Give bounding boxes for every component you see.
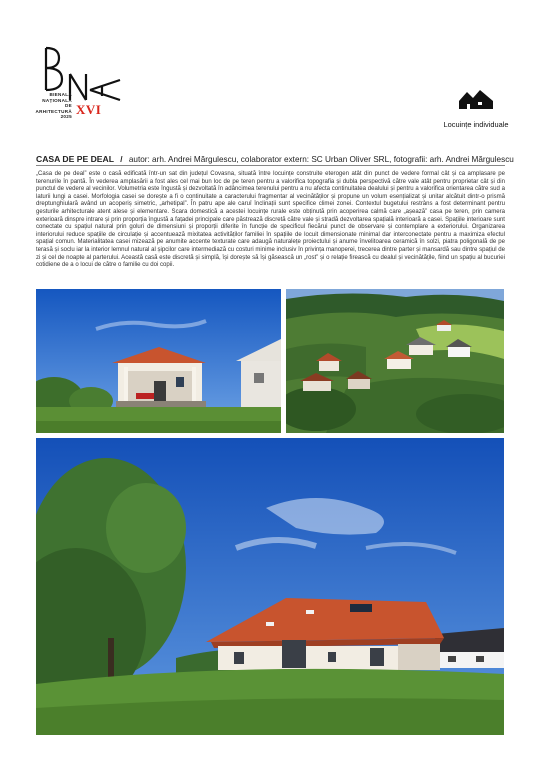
logo-subtitle-line: NAȚIONALĂ [42,97,72,103]
category-label: Locuințe individuale [443,120,509,129]
project-title: CASA DE PE DEAL [36,154,114,164]
logo-subtitle-line: ARHITECTURĂ [35,108,72,114]
project-header [36,154,514,164]
logo-subtitle [32,92,72,120]
edition-number: XVI [76,102,102,117]
photo-front-terrace [36,289,281,433]
project-credits: autor: arh. Andrei Mărgulescu, colaborator extern: SC Urban Oliver SRL, fotografii: arh. Andrei Mărgulescu [128,155,514,164]
photo-house-on-hill [36,438,504,735]
logo-subtitle-line: 2025 [60,114,72,120]
title-separator: / [120,155,123,164]
logo-subtitle-line: BIENALA [49,92,72,97]
bna-logo [32,44,122,140]
photo-aerial-village [286,289,504,433]
logo-subtitle-line: DE [65,103,72,109]
project-description: „Casa de pe deal” este o casă edificată într-un sat din județul Covasna, situată între locuințe construite eterogen atât din punct de vedere formal cât și ca amplasare pe terenurile în pantă. În vederea amplasării a fost ales cel mai bun loc de pe teren pentru a valorifica topografia și dubla perspectivă către vale atât pentru proprietar cât și din punctul de vedere al vecinilor. Volumetria este îngustă și dezvoltată în adâncimea terenului pentru a nu afecta continuitatea dealului și pentru a valorifica orientarea către sud a laturii lungi a casei. Morfologia casei se dorește a fi o continuitate a caracterului fragmentar al vecinătăților și propune un volum esențializat și unitar alcătuit dintr-o prismă dreptunghiulară având un acoperiș simetric, „arhetipal”. În patru ape ale caruî înclinații sunt specifice climei zonei. Contextul bugetului restrâns a fost determinant pentru gesturile arhitecturale atent alese și elementare. Scara domestică a acestei locuințe rurale este obținută prin acoperirea calmă care „așează” casa pe teren, prin camera exterioară dinspre intrare și prin proporția îngustă a fațadei principale care păstrează discretă către vale și stradă dezvoltarea spațială interioară a casei. Spațiile interioare sunt conectate cu spațiul natural prin goluri de dimensiuni și proporții diferite în funcție de specificul fiecărui punct de observare și contemplare a exteriorului. Organizarea interiorului reduce spațiile de circulație și accentuează mixitatea activităților familiei în spațiile de locuit dimensionate minimal dar interconectate pentru a maximiza efectul spațial comun. Materialitatea casei mizează pe anumite accente texturate care adaugă naturalețe proiectului și anume învelitoarea ceramică în solzi, piatra poligonală de pe terasă și soclu iar la interior lemnul natural al șipcilor care intermediază cu costuri minime inclusiv în privința manoperei, trecerea dintre parter și mansardă sau dintre spațiul de zi și cel de noapte al parterului. Această casă este discretă și simplă, își dorește să își găsească un „rost” și o relație firească cu dealul și vecinătățile, fiind un spațiu al bucuriei cotidiene de a o locui de către o familie cu doi copii. [36,171,505,269]
header-divider [36,165,505,166]
house-silhouette-icon [458,88,494,110]
category-badge [440,88,510,132]
